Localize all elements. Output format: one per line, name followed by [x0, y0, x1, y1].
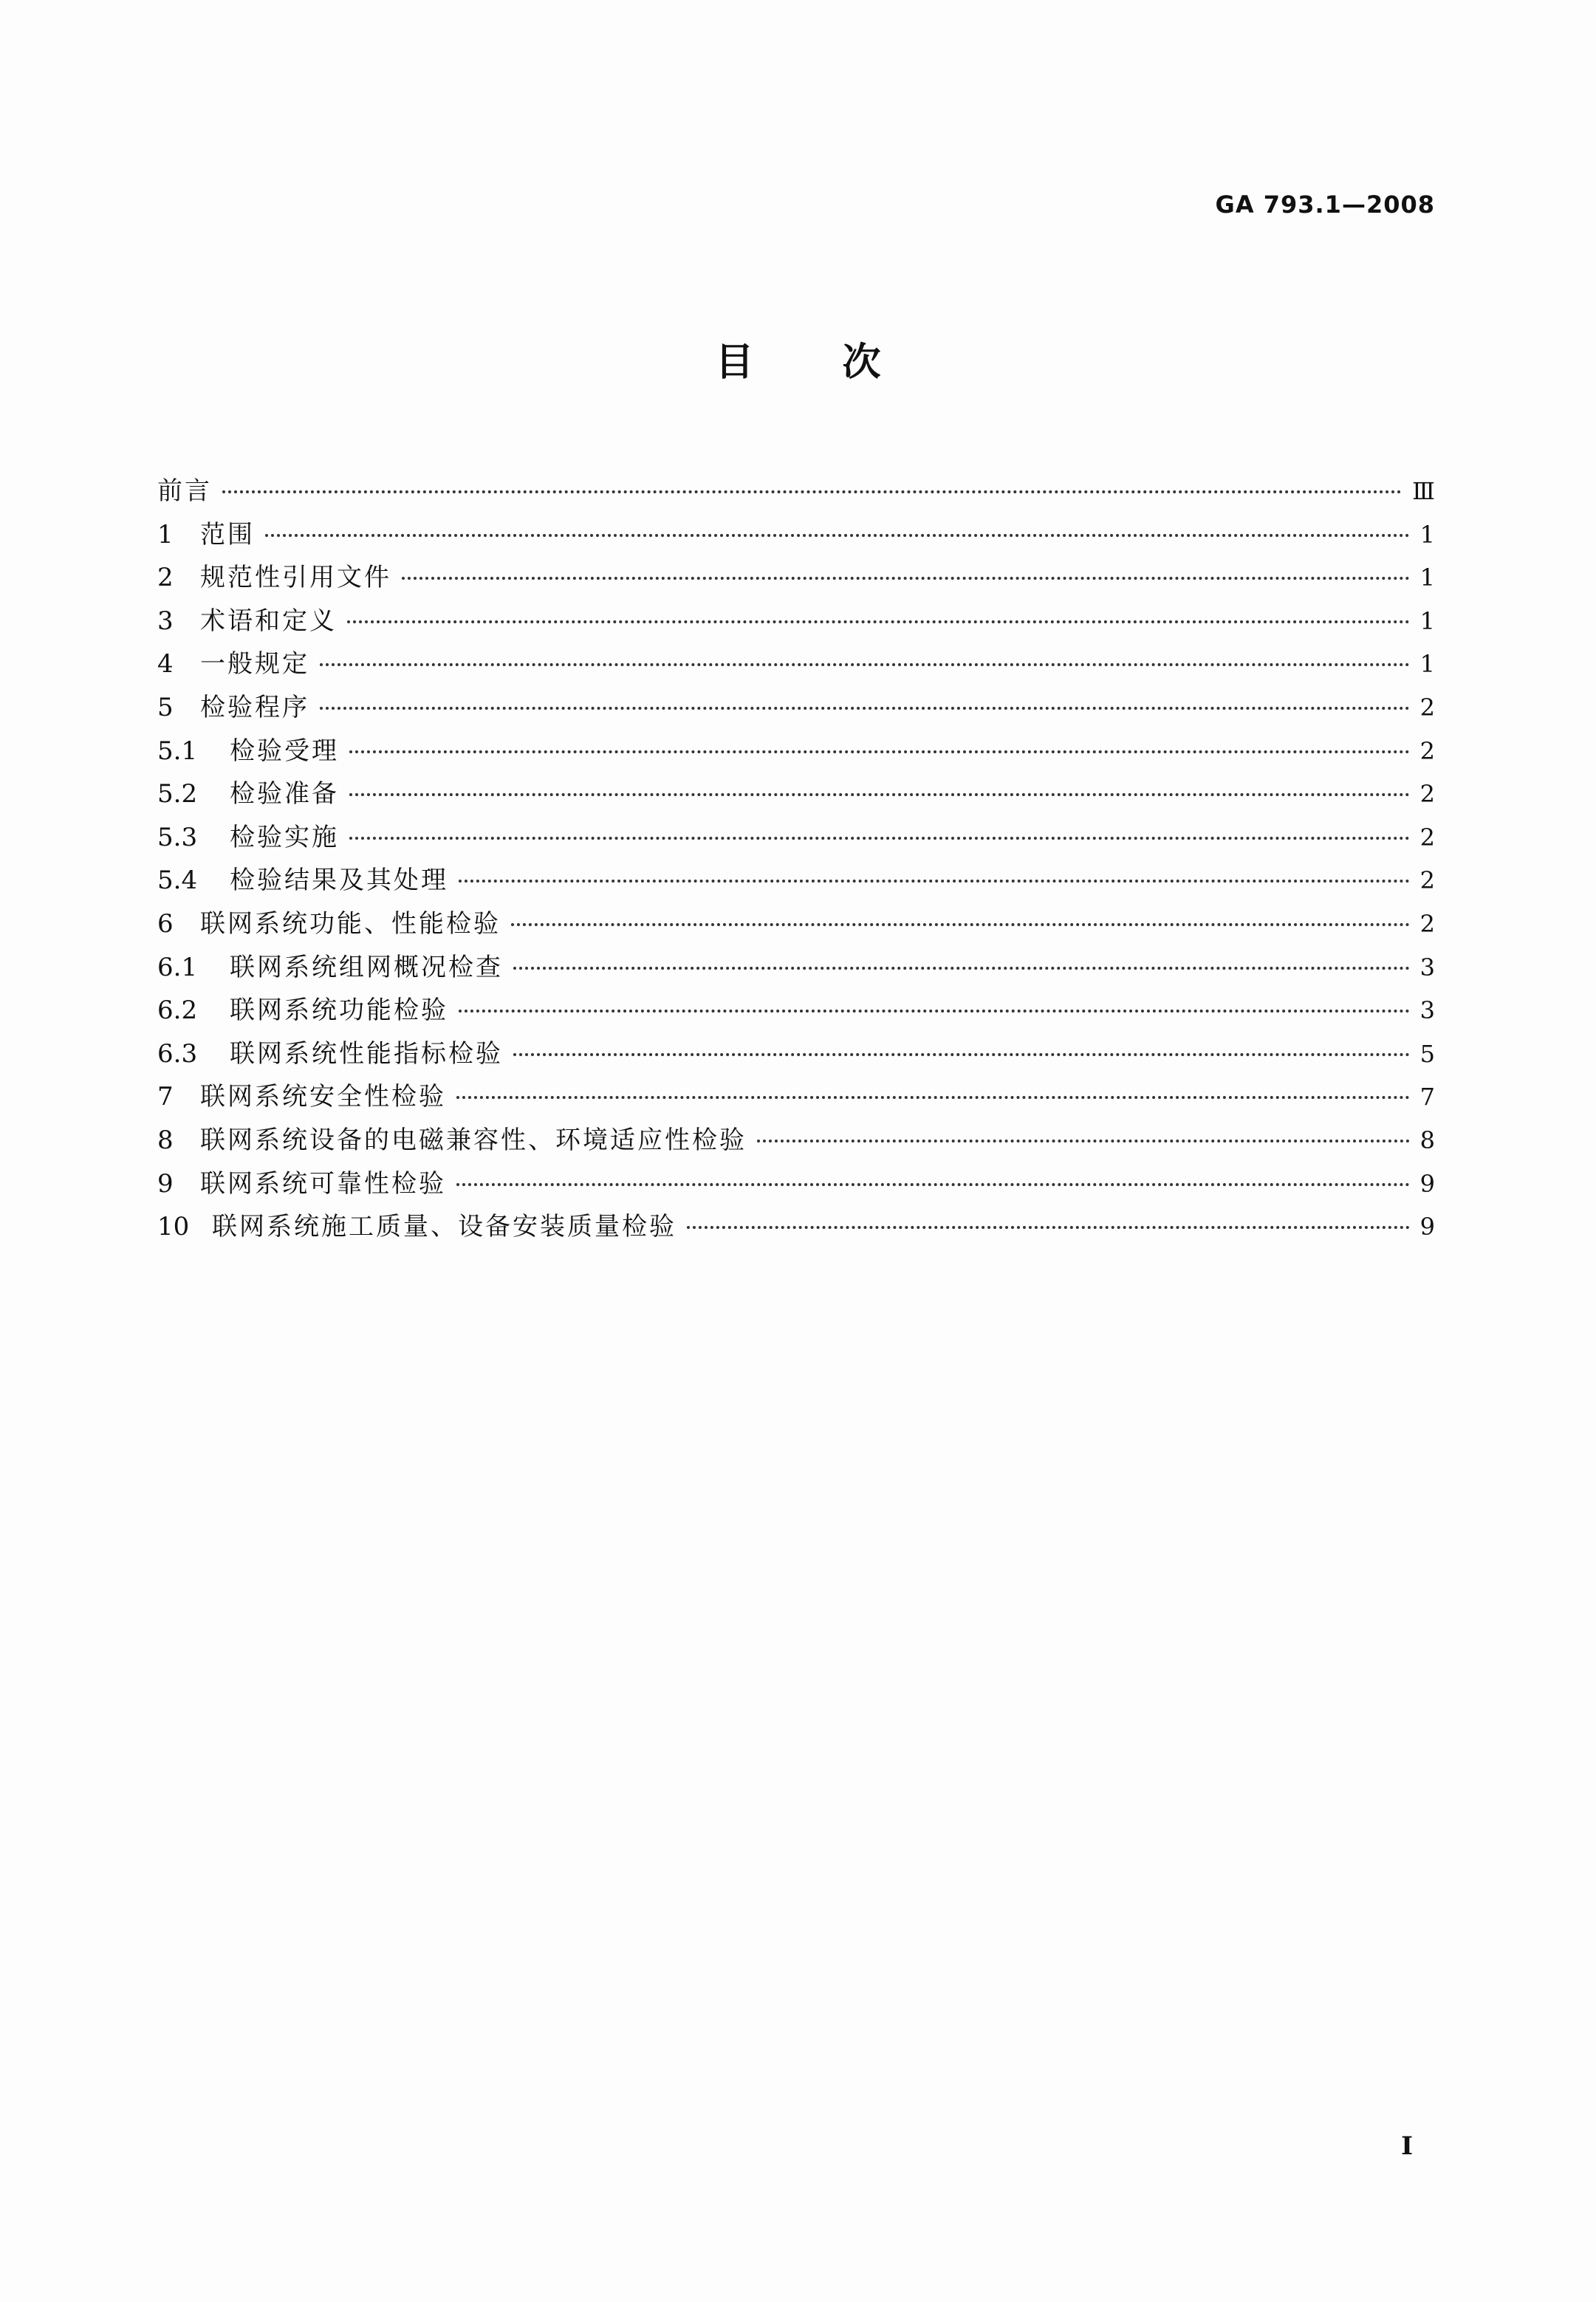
toc-entry-page: 3 [1419, 953, 1435, 982]
toc-entry-number: 5.4 [157, 866, 198, 896]
toc-entry-page: 2 [1419, 823, 1435, 852]
toc-entry-6-2[interactable] [157, 989, 1435, 1032]
toc-entry-6-1[interactable] [157, 946, 1435, 990]
document-number: GA 793.1—2008 [1215, 191, 1435, 219]
toc-leader-dots [513, 967, 1410, 970]
toc-entry-5[interactable] [157, 686, 1435, 730]
toc-entry-1[interactable] [157, 513, 1435, 557]
toc-entry-page: 7 [1419, 1083, 1435, 1111]
toc-entry-label: 联网系统施工质量、设备安装质量检验 [212, 1212, 677, 1242]
toc-entry-label: 联网系统设备的电磁兼容性、环境适应性检验 [200, 1125, 747, 1155]
toc-entry-5-4[interactable] [157, 859, 1435, 902]
toc-entry-page: 9 [1419, 1213, 1435, 1241]
toc-leader-dots [459, 880, 1410, 883]
toc-entry-page: 1 [1419, 650, 1435, 679]
toc-entry-label: 联网系统功能检验 [230, 996, 448, 1026]
toc-entry-number: 3 [157, 606, 174, 636]
toc-entry-number: 4 [157, 649, 174, 679]
toc-entry-page: 2 [1419, 780, 1435, 809]
toc-entry-label: 检验结果及其处理 [230, 866, 448, 896]
toc-entry-label: 前言 [157, 476, 212, 506]
toc-leader-dots [456, 1096, 1410, 1099]
toc-entry-label: 检验实施 [230, 822, 339, 852]
toc-entry-2[interactable] [157, 556, 1435, 600]
toc-leader-dots [320, 707, 1410, 710]
toc-entry-label: 联网系统安全性检验 [200, 1082, 446, 1112]
toc-entry-3[interactable] [157, 600, 1435, 643]
toc-leader-dots [511, 923, 1410, 926]
toc-leader-dots [513, 1053, 1410, 1056]
toc-entry-number: 5.2 [157, 779, 198, 809]
toc-entry-page: 1 [1419, 563, 1435, 592]
toc-entry-page: 1 [1419, 520, 1435, 549]
toc-entry-number: 10 [157, 1212, 190, 1242]
toc-leader-dots [456, 1183, 1410, 1186]
toc-entry-page: 9 [1419, 1169, 1435, 1198]
toc-entry-label: 联网系统性能指标检验 [230, 1038, 503, 1069]
toc-entry-number: 6.3 [157, 1038, 198, 1069]
toc-list [157, 470, 1435, 1249]
toc-leader-dots [222, 490, 1402, 493]
toc-entry-number: 6.2 [157, 996, 198, 1026]
toc-entry-number: 5 [157, 692, 174, 722]
toc-entry-number: 1 [157, 519, 174, 549]
toc-leader-dots [757, 1140, 1410, 1143]
toc-entry-number: 9 [157, 1168, 174, 1199]
toc-entry-label: 检验程序 [200, 692, 309, 722]
toc-leader-dots [349, 837, 1410, 840]
toc-leader-dots [320, 663, 1410, 666]
toc-entry-label: 检验受理 [230, 736, 339, 766]
toc-entry-number: 5.3 [157, 822, 198, 852]
toc-entry-5-1[interactable] [157, 730, 1435, 773]
toc-entry-4[interactable] [157, 643, 1435, 686]
toc-entry-label: 规范性引用文件 [200, 563, 391, 593]
toc-entry-page: Ⅲ [1412, 477, 1435, 505]
toc-entry-page: 3 [1419, 996, 1435, 1025]
toc-entry-label: 检验准备 [230, 779, 339, 809]
toc-entry-10[interactable] [157, 1205, 1435, 1249]
toc-title: 目次 [715, 340, 970, 385]
toc-entry-page: 5 [1419, 1039, 1435, 1068]
toc-entry-8[interactable] [157, 1119, 1435, 1162]
toc-entry-number: 6 [157, 908, 174, 939]
toc-leader-dots [349, 793, 1410, 796]
toc-entry-page: 1 [1419, 606, 1435, 635]
toc-leader-dots [459, 1010, 1410, 1013]
toc-entry-number: 8 [157, 1125, 174, 1155]
toc-entry-page: 8 [1419, 1126, 1435, 1154]
toc-leader-dots [402, 577, 1410, 580]
toc-entry-number: 6.1 [157, 952, 198, 982]
toc-entry-5-3[interactable] [157, 816, 1435, 860]
toc-leader-dots [687, 1226, 1410, 1229]
toc-entry-5-2[interactable] [157, 773, 1435, 816]
page-number: I [1401, 2131, 1413, 2161]
toc-entry-label: 一般规定 [200, 649, 309, 679]
toc-leader-dots [265, 534, 1410, 537]
toc-entry-foreword[interactable] [157, 470, 1435, 513]
toc-entry-6[interactable] [157, 902, 1435, 946]
toc-entry-page: 2 [1419, 866, 1435, 895]
toc-leader-dots [347, 620, 1410, 623]
toc-entry-page: 2 [1419, 693, 1435, 722]
toc-leader-dots [349, 750, 1410, 753]
toc-entry-label: 范围 [200, 519, 255, 549]
toc-entry-7[interactable] [157, 1075, 1435, 1119]
toc-entry-label: 联网系统功能、性能检验 [200, 908, 501, 939]
toc-entry-number: 5.1 [157, 736, 198, 766]
toc-entry-6-3[interactable] [157, 1032, 1435, 1076]
toc-entry-9[interactable] [157, 1162, 1435, 1206]
toc-entry-page: 2 [1419, 909, 1435, 938]
toc-entry-label: 联网系统可靠性检验 [200, 1168, 446, 1199]
toc-entry-number: 7 [157, 1082, 174, 1112]
toc-entry-label: 术语和定义 [200, 606, 337, 636]
toc-entry-label: 联网系统组网概况检查 [230, 952, 503, 982]
toc-entry-number: 2 [157, 563, 174, 593]
toc-entry-page: 2 [1419, 736, 1435, 765]
